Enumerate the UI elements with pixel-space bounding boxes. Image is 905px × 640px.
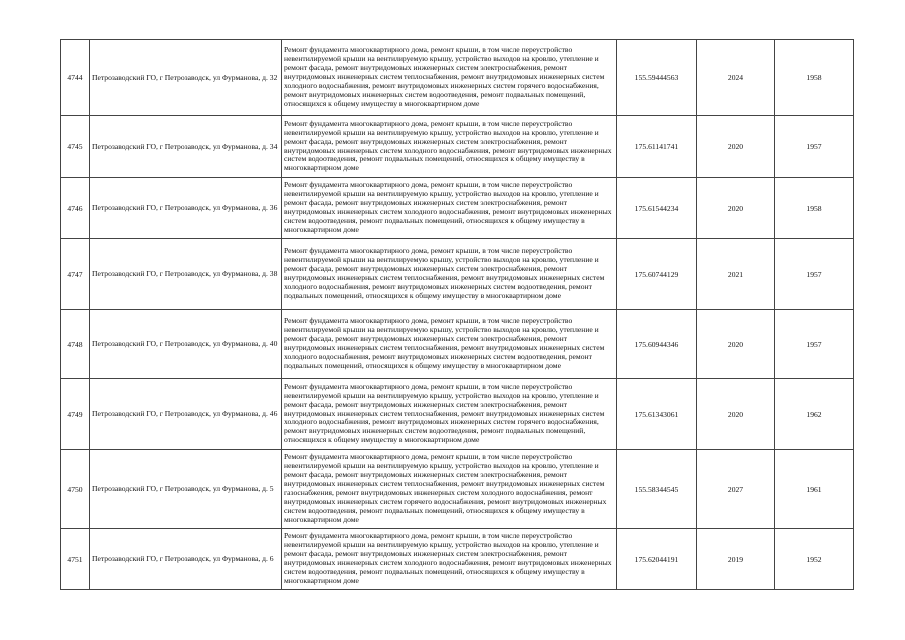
built-year-cell: 1957	[775, 239, 854, 310]
cost-cell: 175.61343061	[617, 379, 697, 450]
built-year-cell: 1958	[775, 178, 854, 239]
cost-cell: 155.58344545	[617, 450, 697, 529]
table-row	[61, 310, 854, 379]
works-cell: Ремонт фундамента многоквартирного дома, ремонт крыши, в том числе переустройство невентилируемой крыши на вентилируемую крышу, устройство выходов на кровлю, утепление и ремонт фасада, ремонт внутридомовых инженерных систем электроснабжения, ремонт внутридомовых инженерных систем теплоснабжения, ремонт внутридомовых инженерных систем холодного водоснабжения, ремонт внутридомовых инженерных систем водоотведения, ремонт подвальных помещений, относящихся к общему имуществу в многоквартирном доме	[282, 239, 617, 310]
built-year-cell: 1957	[775, 116, 854, 178]
works-cell: Ремонт фундамента многоквартирного дома, ремонт крыши, в том числе переустройство невентилируемой крыши на вентилируемую крышу, устройство выходов на кровлю, утепление и ремонт фасада, ремонт внутридомовых инженерных систем электроснабжения, ремонт внутридомовых инженерных систем холодного водоснабжения, ремонт внутридомовых инженерных систем водоотведения, ремонт подвальных помещений, относящихся к общему имуществу в многоквартирном доме	[282, 178, 617, 239]
works-cell: Ремонт фундамента многоквартирного дома, ремонт крыши, в том числе переустройство невентилируемой крыши на вентилируемую крышу, устройство выходов на кровлю, утепление и ремонт фасада, ремонт внутридомовых инженерных систем электроснабжения, ремонт внутридомовых инженерных систем холодного водоснабжения, ремонт внутридомовых инженерных систем водоотведения, ремонт подвальных помещений, относящихся к общему имуществу в многоквартирном доме	[282, 529, 617, 590]
year-cell: 2024	[697, 40, 775, 116]
year-cell: 2027	[697, 450, 775, 529]
built-year-cell: 1962	[775, 379, 854, 450]
cost-cell: 175.62044191	[617, 529, 697, 590]
cost-cell: 175.60744129	[617, 239, 697, 310]
table-row	[61, 178, 854, 239]
built-year-cell: 1958	[775, 40, 854, 116]
row-number: 4744	[61, 40, 90, 116]
cost-cell: 175.61141741	[617, 116, 697, 178]
built-year-cell: 1952	[775, 529, 854, 590]
row-number: 4750	[61, 450, 90, 529]
year-cell: 2021	[697, 239, 775, 310]
table-row	[61, 239, 854, 310]
table-row	[61, 116, 854, 178]
cost-cell: 175.61544234	[617, 178, 697, 239]
works-cell: Ремонт фундамента многоквартирного дома, ремонт крыши, в том числе переустройство невентилируемой крыши на вентилируемую крышу, устройство выходов на кровлю, утепление и ремонт фасада, ремонт внутридомовых инженерных систем электроснабжения, ремонт внутридомовых инженерных систем теплоснабжения, ремонт внутридомовых инженерных систем холодного водоснабжения, ремонт внутридомовых инженерных систем горячего водоснабжения, ремонт внутридомовых инженерных систем водоотведения, ремонт подвальных помещений, относящихся к общему имуществу в многоквартирном доме	[282, 379, 617, 450]
repair-program-table	[60, 39, 854, 590]
address-cell: Петрозаводский ГО, г Петрозаводск, ул Фурманова, д. 34	[90, 116, 282, 178]
works-cell: Ремонт фундамента многоквартирного дома, ремонт крыши, в том числе переустройство невентилируемой крыши на вентилируемую крышу, устройство выходов на кровлю, утепление и ремонт фасада, ремонт внутридомовых инженерных систем электроснабжения, ремонт внутридомовых инженерных систем холодного водоснабжения, ремонт внутридомовых инженерных систем водоотведения, ремонт подвальных помещений, относящихся к общему имуществу в многоквартирном доме	[282, 116, 617, 178]
address-cell: Петрозаводский ГО, г Петрозаводск, ул Фурманова, д. 32	[90, 40, 282, 116]
table-row	[61, 379, 854, 450]
year-cell: 2019	[697, 529, 775, 590]
row-number: 4746	[61, 178, 90, 239]
built-year-cell: 1961	[775, 450, 854, 529]
address-cell: Петрозаводский ГО, г Петрозаводск, ул Фурманова, д. 46	[90, 379, 282, 450]
row-number: 4745	[61, 116, 90, 178]
address-cell: Петрозаводский ГО, г Петрозаводск, ул Фурманова, д. 5	[90, 450, 282, 529]
cost-cell: 155.59444563	[617, 40, 697, 116]
works-cell: Ремонт фундамента многоквартирного дома, ремонт крыши, в том числе переустройство невентилируемой крыши на вентилируемую крышу, устройство выходов на кровлю, утепление и ремонт фасада, ремонт внутридомовых инженерных систем электроснабжения, ремонт внутридомовых инженерных систем теплоснабжения, ремонт внутридомовых инженерных систем холодного водоснабжения, ремонт внутридомовых инженерных систем горячего водоснабжения, ремонт внутридомовых инженерных систем водоотведения, ремонт подвальных помещений, относящихся к общему имуществу в многоквартирном доме	[282, 40, 617, 116]
address-cell: Петрозаводский ГО, г Петрозаводск, ул Фурманова, д. 40	[90, 310, 282, 379]
row-number: 4751	[61, 529, 90, 590]
row-number: 4749	[61, 379, 90, 450]
table-row	[61, 40, 854, 116]
built-year-cell: 1957	[775, 310, 854, 379]
row-number: 4748	[61, 310, 90, 379]
table-row	[61, 529, 854, 590]
year-cell: 2020	[697, 379, 775, 450]
works-cell: Ремонт фундамента многоквартирного дома, ремонт крыши, в том числе переустройство невентилируемой крыши на вентилируемую крышу, устройство выходов на кровлю, утепление и ремонт фасада, ремонт внутридомовых инженерных систем электроснабжения, ремонт внутридомовых инженерных систем теплоснабжения, ремонт внутридомовых инженерных систем газоснабжения, ремонт внутридомовых инженерных систем холодного водоснабжения, ремонт внутридомовых инженерных систем горячего водоснабжения, ремонт внутридомовых инженерных систем водоотведения, ремонт подвальных помещений, относящихся к общему имуществу в многоквартирном доме	[282, 450, 617, 529]
year-cell: 2020	[697, 310, 775, 379]
row-number: 4747	[61, 239, 90, 310]
year-cell: 2020	[697, 178, 775, 239]
address-cell: Петрозаводский ГО, г Петрозаводск, ул Фурманова, д. 36	[90, 178, 282, 239]
cost-cell: 175.60944346	[617, 310, 697, 379]
address-cell: Петрозаводский ГО, г Петрозаводск, ул Фурманова, д. 6	[90, 529, 282, 590]
works-cell: Ремонт фундамента многоквартирного дома, ремонт крыши, в том числе переустройство невентилируемой крыши на вентилируемую крышу, устройство выходов на кровлю, утепление и ремонт фасада, ремонт внутридомовых инженерных систем электроснабжения, ремонт внутридомовых инженерных систем теплоснабжения, ремонт внутридомовых инженерных систем холодного водоснабжения, ремонт внутридомовых инженерных систем водоотведения, ремонт подвальных помещений, относящихся к общему имуществу в многоквартирном доме	[282, 310, 617, 379]
table-row	[61, 450, 854, 529]
address-cell: Петрозаводский ГО, г Петрозаводск, ул Фурманова, д. 38	[90, 239, 282, 310]
year-cell: 2020	[697, 116, 775, 178]
